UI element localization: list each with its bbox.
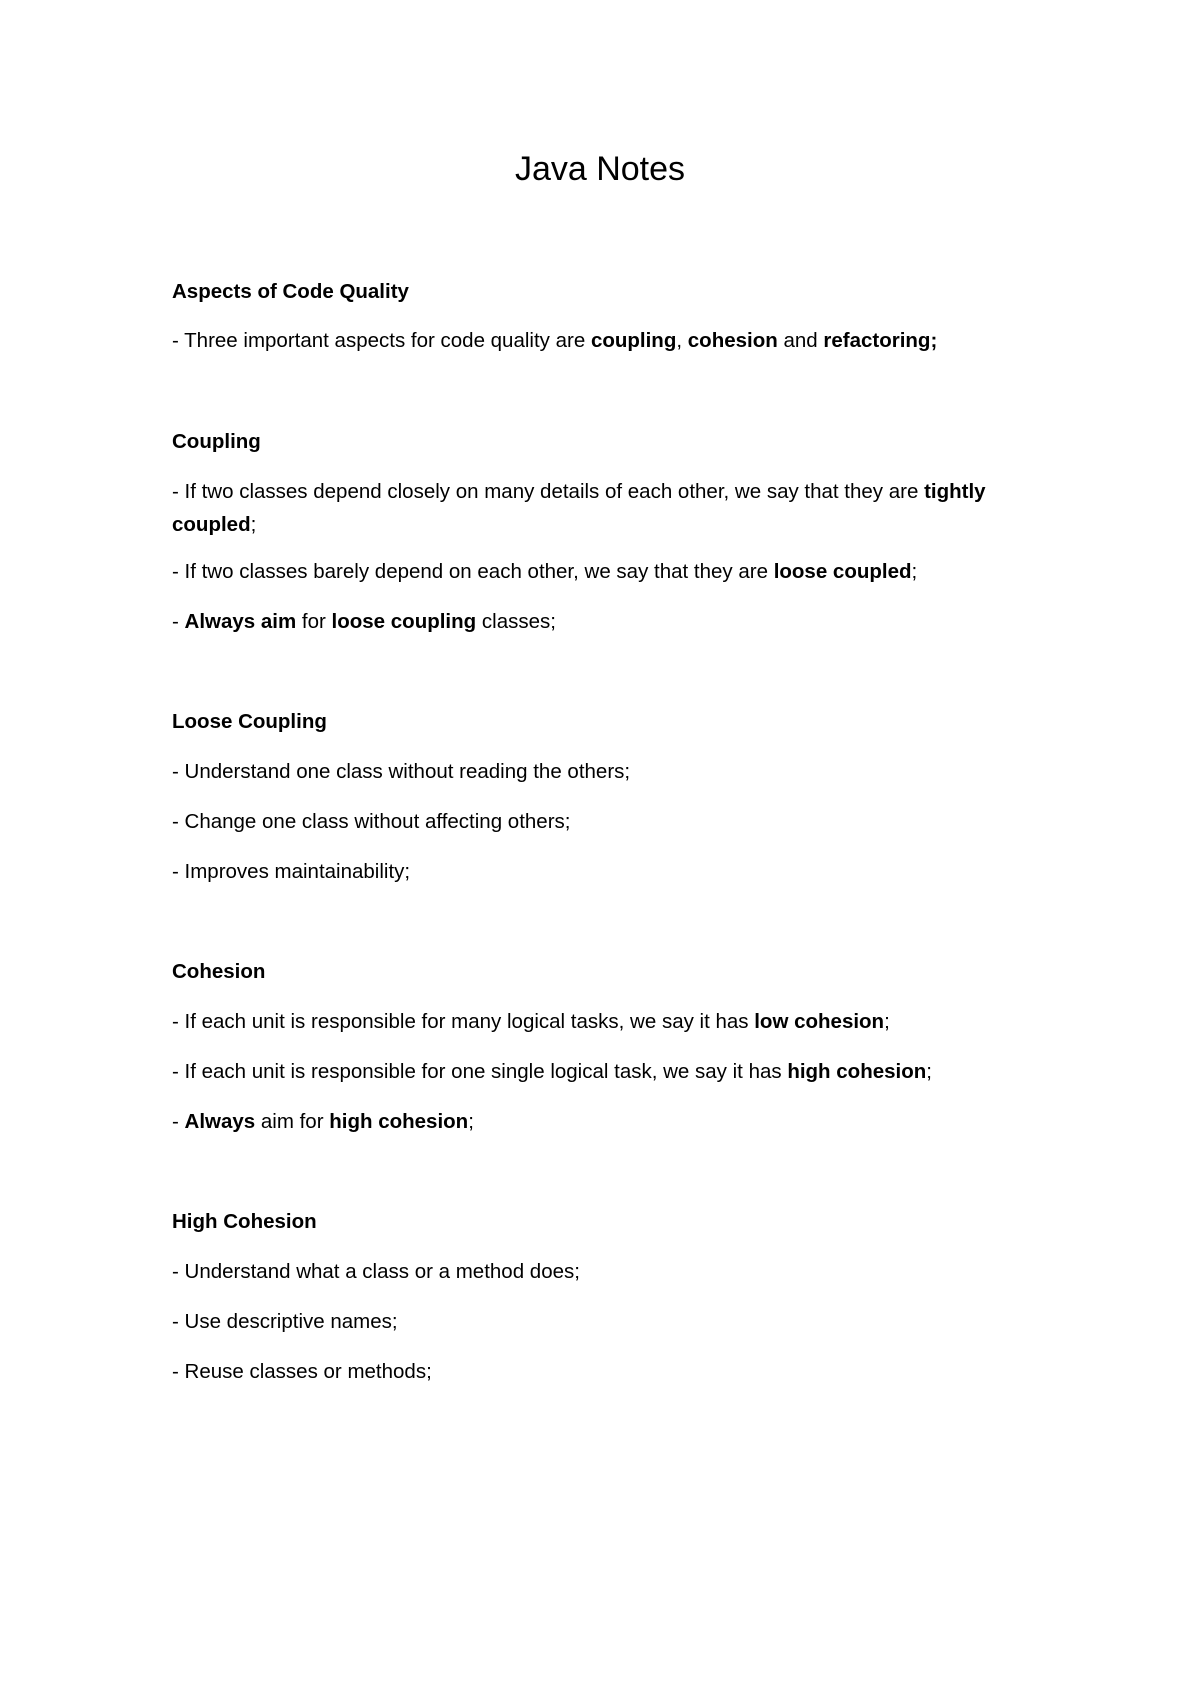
note-text: - If each unit is responsible for one single logical task, we say it has: [172, 1060, 788, 1083]
note-bold-text: cohesion: [687, 329, 778, 352]
note-line: [172, 555, 1032, 588]
note-text: - If two classes barely depend on each other, we say that they are: [172, 560, 774, 583]
note-line: [172, 1255, 1032, 1288]
note-bold-text: Always: [184, 1110, 256, 1133]
note-text: - Reuse classes or methods;: [172, 1360, 432, 1383]
section-heading-coupling: Coupling: [172, 430, 261, 453]
note-text: ;: [911, 560, 918, 583]
page-title: Java Notes: [514, 150, 686, 188]
section-heading-aspects-of-code-quality: Aspects of Code Quality: [172, 280, 409, 303]
note-bold-text: loose coupling: [331, 610, 477, 633]
note-text: and: [777, 329, 824, 352]
note-bold-text: Always aim: [184, 610, 297, 633]
note-bold-text: refactoring;: [823, 329, 938, 352]
note-text: ,: [676, 329, 688, 352]
note-text: -: [172, 610, 185, 633]
note-text: ;: [884, 1010, 890, 1033]
note-text: ;: [468, 1110, 474, 1133]
note-text: - Change one class without affecting others;: [172, 810, 571, 833]
note-text: - If two classes depend closely on many details of each other, we say that they are: [172, 480, 925, 503]
note-line: [172, 805, 1032, 838]
note-text: - If each unit is responsible for many logical tasks, we say it has: [172, 1010, 755, 1033]
note-text: - Three important aspects for code quality are: [172, 329, 591, 352]
note-bold-text: tightly coupled: [172, 480, 986, 536]
note-line: [172, 755, 1032, 788]
note-text: - Use descriptive names;: [172, 1310, 398, 1333]
note-line: [172, 324, 1032, 357]
note-text: aim for: [255, 1110, 330, 1133]
note-text: - Understand what a class or a method does;: [172, 1260, 580, 1283]
note-text: ;: [926, 1060, 932, 1083]
note-text: for: [296, 610, 332, 633]
note-bold-text: coupling: [590, 329, 677, 352]
note-text: - Improves maintainability;: [172, 860, 411, 883]
note-bold-text: high cohesion: [329, 1110, 469, 1133]
note-line: [172, 1005, 1032, 1038]
section-heading-cohesion: Cohesion: [172, 960, 266, 983]
note-line: [172, 475, 992, 541]
note-line: [172, 1105, 1032, 1138]
note-bold-text: loose coupled: [773, 560, 912, 583]
note-text: - Understand one class without reading the others;: [172, 760, 631, 783]
note-line: [172, 605, 1032, 638]
note-line: [172, 1055, 1032, 1088]
note-line: [172, 1355, 1032, 1388]
note-text: ;: [250, 513, 257, 536]
note-line: [172, 855, 1032, 888]
section-heading-high-cohesion: High Cohesion: [172, 1210, 317, 1233]
note-bold-text: high cohesion: [787, 1060, 927, 1083]
note-text: classes;: [476, 610, 556, 633]
note-bold-text: low cohesion: [754, 1010, 885, 1033]
note-line: [172, 1305, 1032, 1338]
section-heading-loose-coupling: Loose Coupling: [172, 710, 327, 733]
note-text: -: [172, 1110, 185, 1133]
